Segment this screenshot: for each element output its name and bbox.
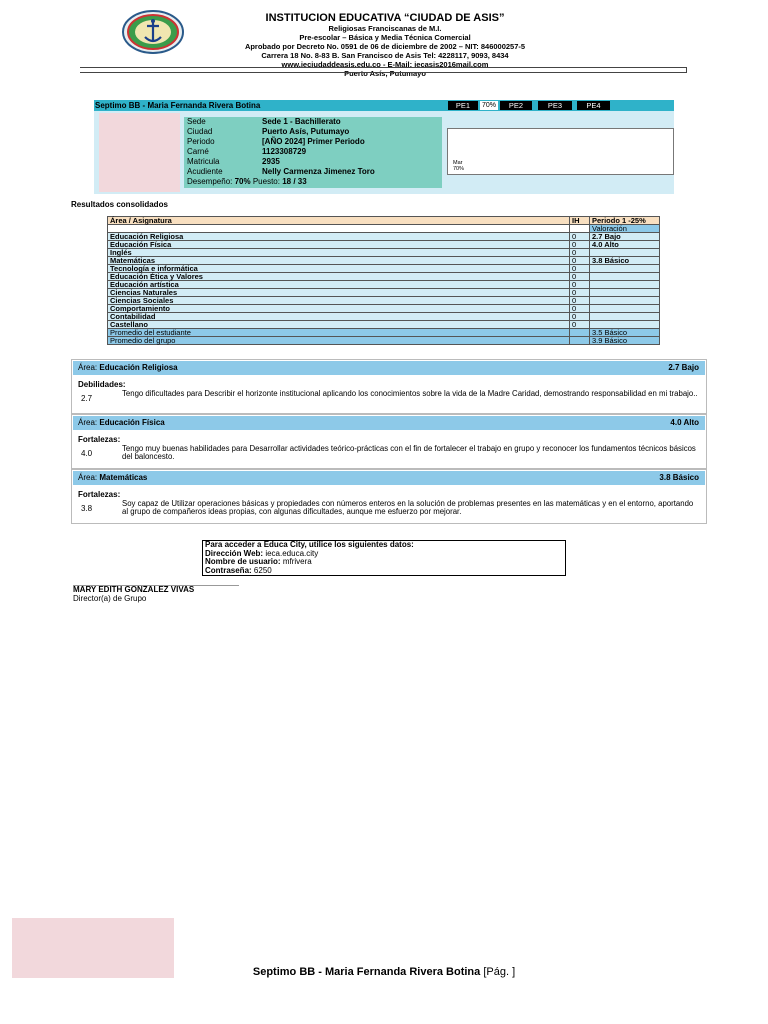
table-row [108,297,660,305]
cell-area: Castellano [108,321,570,329]
results-table [107,216,660,345]
desempeno-label: Desempeño: [187,177,233,186]
area-name: Educación Física [99,418,165,427]
area-label [78,416,165,430]
cell-ih: 0 [570,297,590,305]
cell-area: Matemáticas [108,257,570,265]
institution-title: INSTITUCION EDUCATIVA “CIUDAD DE ASIS” [265,12,505,24]
info-value: [AÑO 2024] Primer Periodo [262,137,365,146]
pe3-tab[interactable]: PE3 [538,101,572,110]
area-score: 3.8 [81,504,93,513]
pass-label: Contraseña: [205,565,252,575]
table-row [108,289,660,297]
empty-cell [570,337,590,345]
area-prefix: Área: [78,363,98,372]
table-row [108,249,660,257]
pe4-tab[interactable]: PE4 [577,101,610,110]
access-intro: Para acceder a Educa City, utilice los siguientes datos: [205,540,414,549]
avg-group-value: 3.9 Básico [590,337,660,345]
area-prefix: Área: [78,418,98,427]
empty-cell [570,329,590,337]
cell-ih: 0 [570,265,590,273]
area-label [78,471,147,485]
info-value: 2935 [262,157,280,166]
cell-ih: 0 [570,281,590,289]
cell-val: 3.8 Básico [590,257,660,265]
table-row [108,305,660,313]
area-bar [73,416,705,430]
area-label [78,361,178,375]
cell-area: Contabilidad [108,313,570,321]
area-name: Matemáticas [99,473,148,482]
table-row [108,281,660,289]
pe1-percent: 70% [481,102,496,109]
student-photo [99,113,180,192]
area-block-religiosa [71,359,707,414]
cell-val [590,281,660,289]
area-name: Educación Religiosa [99,363,178,372]
cell-ih: 0 [570,249,590,257]
info-label: Sede [187,117,206,126]
avg-student-label: Promedio del estudiante [108,329,570,337]
user-value: mfrivera [282,557,312,566]
signature-role: Director(a) de Grupo [73,594,147,603]
footer-page: [Pág. ] [483,966,516,978]
graph-value-label: 70% [453,166,465,172]
cell-area: Inglés [108,249,570,257]
cell-ih: 0 [570,321,590,329]
area-score: 2.7 [81,394,93,403]
area-prefix: Área: [78,473,98,482]
area-value: 2.7 Bajo [668,363,699,372]
info-label: Carné [187,147,209,156]
table-row [108,241,660,249]
cell-ih: 0 [570,233,590,241]
info-row-desempeno [187,177,307,187]
page-footer [0,966,768,978]
cell-ih: 0 [570,313,590,321]
valoracion-header: Valoración [590,225,660,233]
cell-ih: 0 [570,257,590,265]
header-line: Puerto Asís, Putumayo [344,69,426,78]
info-label: Matricula [187,157,220,166]
area-score: 4.0 [81,449,93,458]
user-label: Nombre de usuario: [205,557,281,566]
info-value: Nelly Carmenza Jimenez Toro [262,167,375,176]
area-kind: Fortalezas: [78,435,121,444]
header-divider [80,67,687,73]
info-value: 1123308729 [262,147,307,156]
table-row [108,313,660,321]
graph-month-label: Mar [453,160,463,166]
info-value: Sede 1 - Bachillerato [262,117,341,126]
student-title-bar [94,100,674,111]
table-subheader-row [108,225,660,233]
cell-val [590,289,660,297]
cell-ih: 0 [570,241,590,249]
area-block-matematicas [71,469,707,524]
web-value[interactable]: ieca.educa.city [265,548,319,558]
header-line: www.ieciudaddeasis.edu.co - E-Mail: iecasis2016mail.com [281,60,489,69]
table-header-row [108,217,660,225]
access-info-box [202,540,566,576]
cell-val [590,273,660,281]
avg-student-row [108,329,660,337]
cell-area: Tecnología e informática [108,265,570,273]
info-label: Acudiente [187,167,223,176]
cell-ih: 0 [570,305,590,313]
cell-val [590,265,660,273]
col-period-header: Periodo 1 -25% [590,217,660,225]
avg-student-value: 3.5 Básico [590,329,660,337]
student-details [184,117,442,188]
cell-area: Educación artística [108,281,570,289]
area-bar [73,361,705,375]
section-title: Resultados consolidados [71,200,168,209]
cell-area: Educación Ética y Valores [108,273,570,281]
cell-area: Ciencias Sociales [108,297,570,305]
table-row [108,233,660,241]
cell-val: 2.7 Bajo [590,233,660,241]
puesto-value: 18 / 33 [282,177,307,186]
cell-area: Educación Religiosa [108,233,570,241]
header-line: Pre-escolar – Básica y Media Técnica Comercial [299,33,471,42]
school-logo [121,9,185,55]
cell-val [590,313,660,321]
info-value: Puerto Asís, Putumayo [262,127,350,136]
header-line: Carrera 18 No. 8-83 B. San Francisco de Asis Tel: 4228117, 9093, 8434 [261,51,509,60]
info-label: Ciudad [187,127,213,136]
signature-name: MARY EDITH GONZALEZ VIVAS [73,585,195,594]
cell-val [590,305,660,313]
cell-area: Ciencias Naturales [108,289,570,297]
area-kind: Fortalezas: [78,490,121,499]
info-label: Periodo [187,137,215,146]
area-block-fisica [71,414,707,469]
footer-student-name: Septimo BB - Maria Fernanda Rivera Botina [252,966,481,978]
pe2-tab[interactable]: PE2 [500,101,532,110]
desempeno-value: 70% [234,177,251,186]
pe1-tab[interactable]: PE1 [448,101,478,110]
area-description: Soy capaz de Utilizar operaciones básicas y propiedades con números enteros en la solución de problemas presentes en las matemáticas y en el entorno, aportando al grupo de compañeros ideas propias, con algunas dificultades, aunque me esfuerzo por mejorar. [122,499,694,516]
area-bar [73,471,705,485]
header-line: Aprobado por Decreto No. 0591 de 06 de diciembre de 2002 – NIT: 846000257-5 [244,42,526,51]
area-value: 3.8 Básico [659,473,699,482]
cell-val: 4.0 Alto [590,241,660,249]
cell-val [590,297,660,305]
avg-group-label: Promedio del grupo [108,337,570,345]
col-area-header: Área / Asignatura [108,217,570,225]
cell-area: Educación Física [108,241,570,249]
cell-area: Comportamiento [108,305,570,313]
area-description: Tengo dificultades para Describir el horizonte institucional aplicando los conocimientos sobre la vida de la Madre Caridad, demostrando responsabilidad en mi trabajo.. [122,389,698,398]
student-name: Septimo BB - Maria Fernanda Rivera Botina [95,101,261,110]
performance-graph [447,128,674,175]
area-kind: Debilidades: [78,380,126,389]
table-row [108,273,660,281]
graph-labels [453,160,464,172]
cell-ih: 0 [570,289,590,297]
cell-ih: 0 [570,273,590,281]
area-description: Tengo muy buenas habilidades para Desarrollar actividades teórico-prácticas con el fin de fortalecer el trabajo en grupo y reconocer los fundamentos técnicos básicos del baloncesto. [122,444,696,461]
web-label: Dirección Web: [205,548,264,558]
header-line: Religiosas Franciscanas de M.I. [328,24,442,33]
col-ih-header: IH [570,217,590,225]
avg-group-row [108,337,660,345]
pass-value: 6250 [253,565,272,575]
puesto-label: Puesto: [252,177,280,186]
area-value: 4.0 Alto [670,418,699,427]
